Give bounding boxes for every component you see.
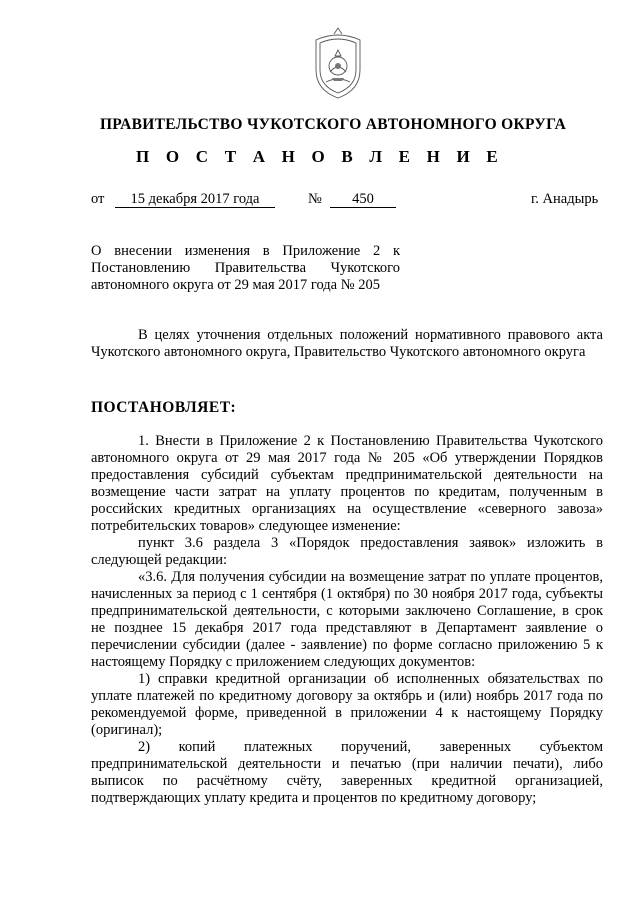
paragraph-3: «3.6. Для получения субсидии на возмещение затрат по уплате процентов, начисленных за период с 1 сентября (1 октября) по 30 ноября 2017 года, субъекты предпринимательской деятельности, с которыми заключено Соглашение, в срок не позднее 15 декабря 2017 года представляют в Департамент заявление о перечислении субсидии (далее - заявление) по форме согласно приложению 5 к настоящему Порядку с приложением следующих документов: xyxy=(91,569,603,670)
document-date xyxy=(115,191,275,208)
subject-line: О внесении изменения в Приложение 2 к xyxy=(91,243,400,259)
subject-line: Постановлению Правительства Чукотского xyxy=(91,260,400,276)
date-label: от xyxy=(91,191,105,207)
date-value: 15 декабря 2017 года xyxy=(115,192,275,208)
document-number xyxy=(330,191,396,208)
subject-line: автономного округа от 29 мая 2017 года № 205 xyxy=(91,277,380,293)
decree-word: ПОСТАНОВЛЯЕТ: xyxy=(91,399,237,416)
preamble xyxy=(91,327,603,361)
document-subject xyxy=(91,243,400,294)
paragraph-4: 1) справки кредитной организации об исполненных обязательствах по уплате платежей по кредитному договору за октябрь и (или) ноябрь 2017 года по рекомендуемой форме, приведенной в приложении 4 к настоящему Порядку (оригинал); xyxy=(91,671,603,738)
number-label: № xyxy=(308,191,322,207)
paragraph-2: пункт 3.6 раздела 3 «Порядок предоставления заявок» изложить в следующей редакции: xyxy=(91,535,603,568)
decree-body xyxy=(91,433,603,807)
document-type: П О С Т А Н О В Л Е Н И Е xyxy=(136,147,504,166)
city: г. Анадырь xyxy=(531,191,599,207)
paragraph-1: 1. Внести в Приложение 2 к Постановлению Правительства Чукотского автономного округа от 29 мая 2017 года № 205 «Об утверждении Порядков предоставления субсидий субъектам предпринимательской деятельности на возмещение части затрат на уплату процентов по кредитам, полученным в российских кредитных организациях на осуществление «северного завоза» потребительских товаров» следующее изменение: xyxy=(91,433,603,534)
coat-of-arms-icon xyxy=(308,26,368,102)
number-value: 450 xyxy=(330,192,396,208)
paragraph-5: 2) копий платежных поручений, заверенных субъектом предпринимательской деятельности и печатью (при наличии печати), либо выписок по расчётному счёту, заверенных кредитной организацией, подтверждающих уплату кредита и процентов по кредитному договору; xyxy=(91,739,603,806)
preamble-text: В целях уточнения отдельных положений нормативного правового акта Чукотского автономного округа, Правительство Чукотского автономного округа xyxy=(91,327,603,360)
government-title: ПРАВИТЕЛЬСТВО ЧУКОТСКОГО АВТОНОМНОГО ОКРУГА xyxy=(99,116,567,133)
